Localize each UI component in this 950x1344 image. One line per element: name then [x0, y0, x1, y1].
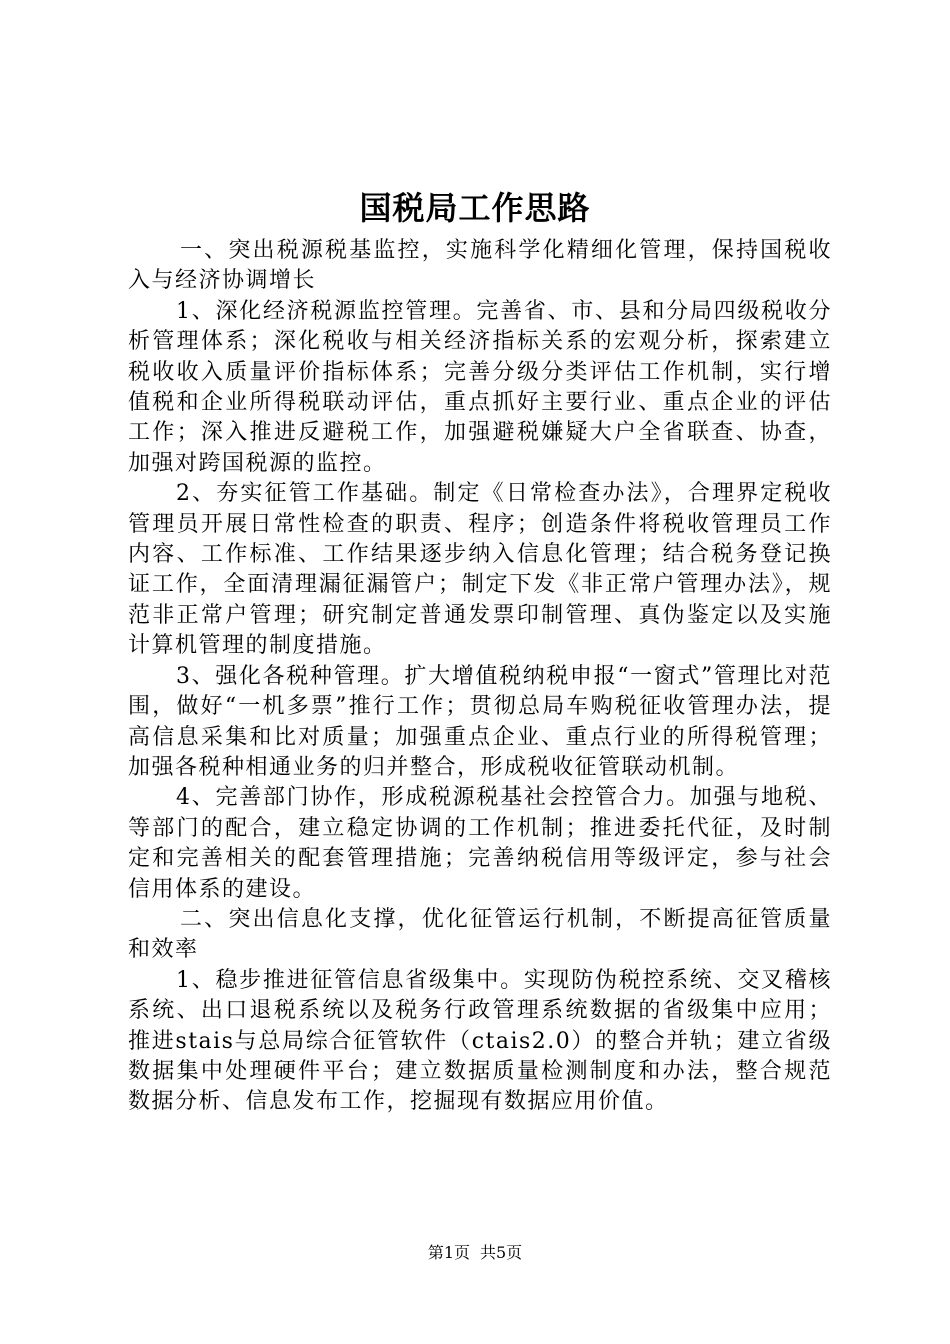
paragraph-1-3: 3、强化各税种管理。扩大增值税纳税申报“一窗式”管理比对范围，做好“一机多票”推行工作；贯彻总局车购税征收管理办法，提高信息采集和比对质量；加强重点企业、重点行业的所得税管理；加强各税种相通业务的归并整合，形成税收征管联动机制。: [128, 663, 832, 780]
section-heading-2: 二、突出信息化支撑，优化征管运行机制，不断提高征管质量和效率: [128, 906, 832, 963]
paragraph-1-4: 4、完善部门协作，形成税源税基社会控管合力。加强与地税、等部门的配合，建立稳定协调的工作机制；推进委托代征，及时制定和完善相关的配套管理措施；完善纳税信用等级评定，参与社会信用体系的建设。: [128, 785, 832, 902]
paragraph-2-1: 1、稳步推进征管信息省级集中。实现防伪税控系统、交叉稽核系统、出口退税系统以及税务行政管理系统数据的省级集中应用；推进stais与总局综合征管软件（ctais2.0）的整合并轨；建立省级数据集中处理硬件平台；建立数据质量检测制度和办法，整合规范数据分析、信息发布工作，挖掘现有数据应用价值。: [128, 967, 832, 1115]
paragraph-1-1: 1、深化经济税源监控管理。完善省、市、县和分局四级税收分析管理体系；深化税收与相关经济指标关系的宏观分析，探索建立税收收入质量评价指标体系；完善分级分类评估工作机制，实行增值税和企业所得税联动评估，重点抓好主要行业、重点企业的评估工作；深入推进反避税工作，加强避税嫌疑大户全省联查、协查，加强对跨国税源的监控。: [128, 298, 832, 476]
section-heading-1: 一、突出税源税基监控，实施科学化精细化管理，保持国税收入与经济协调增长: [128, 238, 832, 294]
page-number: 第1页: [427, 1243, 470, 1262]
page-footer: [0, 1242, 950, 1264]
document-body: [128, 236, 832, 1118]
paragraph-1-2: 2、夯实征管工作基础。制定《日常检查办法》，合理界定税收管理员开展日常性检查的职责、程序；创造条件将税收管理员工作内容、工作标准、工作结果逐步纳入信息化管理；结合税务登记换证工作，全面清理漏征漏管户；制定下发《非正常户管理办法》，规范非正常户管理；研究制定普通发票印制管理、真伪鉴定以及实施计算机管理的制度措施。: [128, 481, 832, 659]
page-total: 共5页: [480, 1243, 523, 1262]
document-title: 国税局工作思路: [359, 189, 591, 227]
